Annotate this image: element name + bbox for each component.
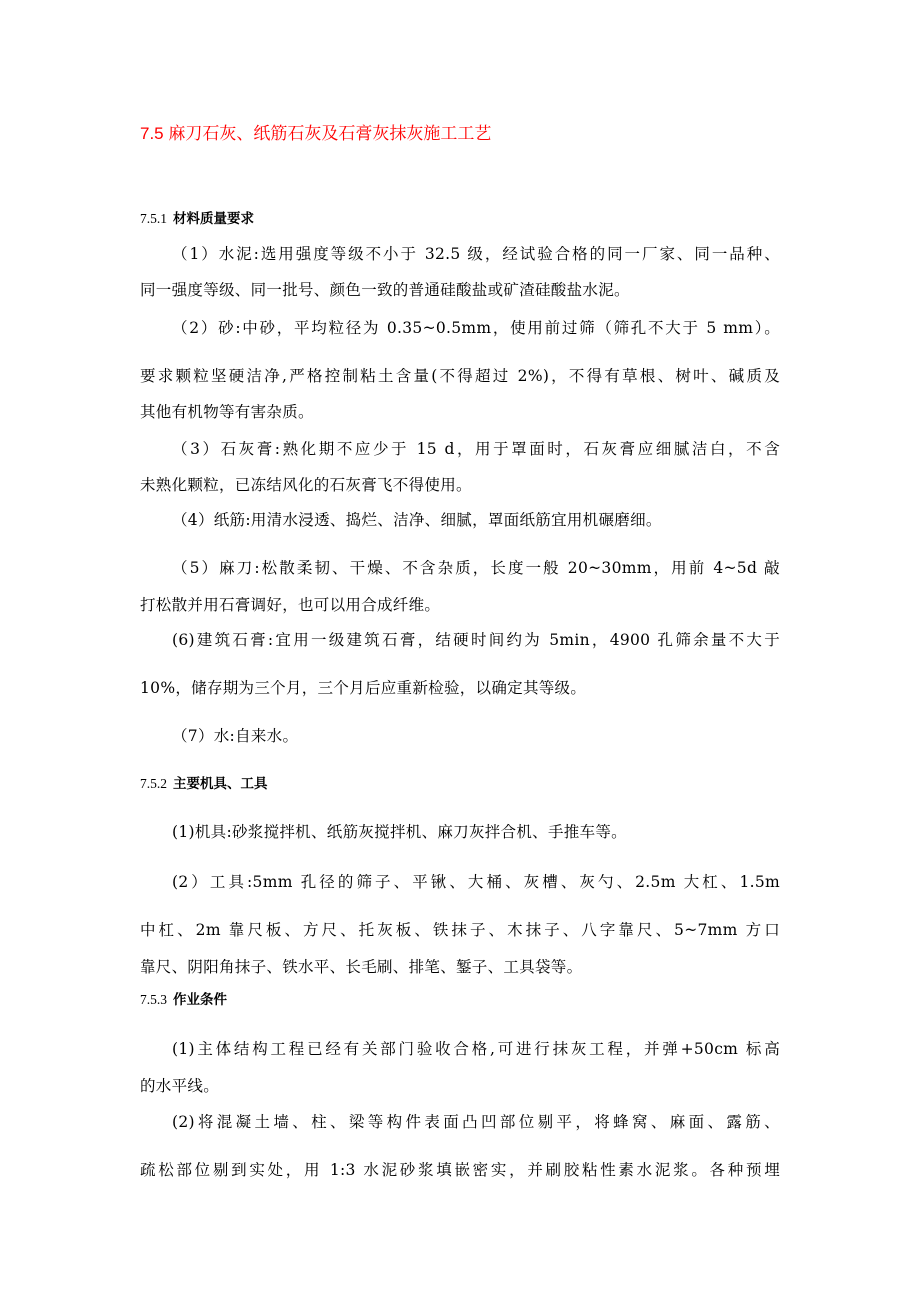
paragraph-line: （3）石灰膏:熟化期不应少于 15 d，用于罩面时，石灰膏应细腻洁白，不含 [172, 440, 780, 458]
section-heading-7-5-3 [140, 988, 227, 1012]
paragraph-line: (6)建筑石膏:宜用一级建筑石膏，结硬时间约为 5min，4900 孔筛余量不大于 [172, 631, 780, 649]
section-heading-text: 主要机具、工具 [173, 776, 268, 791]
paragraph-line: （5）麻刀:松散柔韧、干燥、不含杂质，长度一般 20~30mm，用前 4~5d 敲 [172, 559, 780, 577]
paragraph-line: （7）水:自来水。 [172, 727, 299, 745]
paragraph-line: 打松散并用石膏调好，也可以用合成纤维。 [140, 596, 441, 614]
paragraph-line: 的水平线。 [140, 1077, 220, 1095]
section-number: 7.5.1 [140, 211, 167, 226]
paragraph-line: (2)将混凝土墙、柱、梁等构件表面凸凹部位剔平，将蜂窝、麻面、露筋、 [172, 1113, 780, 1131]
paragraph-line: （1）水泥:选用强度等级不小于 32.5 级，经试验合格的同一厂家、同一品种、 [172, 245, 780, 263]
section-heading-text: 作业条件 [173, 992, 227, 1007]
paragraph-line: (1)主体结构工程已经有关部门验收合格,可进行抹灰工程，并弹+50cm 标高 [172, 1040, 780, 1058]
paragraph-line: 靠尺、阴阳角抹子、铁水平、长毛刷、排笔、錾子、工具袋等。 [140, 958, 583, 976]
paragraph-line: 同一强度等级、同一批号、颜色一致的普通硅酸盐或矿渣硅酸盐水泥。 [140, 281, 630, 299]
section-heading-7-5-2 [140, 772, 268, 796]
paragraph-line: 疏松部位剔到实处，用 1:3 水泥砂浆填嵌密实，并刷胶粘性素水泥浆。各种预埋 [140, 1161, 780, 1179]
document-title: 7.5 麻刀石灰、纸筋石灰及石膏灰抹灰施工工艺 [140, 124, 492, 143]
paragraph-line: (2）工具:5mm 孔径的筛子、平锹、大桶、灰槽、灰勺、2.5m 大杠、1.5m [172, 873, 780, 891]
paragraph-line: 中杠、2m 靠尺板、方尺、托灰板、铁抹子、木抹子、八字靠尺、5~7mm 方口 [140, 921, 780, 939]
paragraph-line: 10%，储存期为三个月，三个月后应重新检验，以确定其等级。 [140, 679, 587, 697]
paragraph-line: 未熟化颗粒，已冻结风化的石灰膏飞不得使用。 [140, 476, 472, 494]
section-number: 7.5.3 [140, 992, 167, 1007]
paragraph-line: 要求颗粒坚硬洁净,严格控制粘土含量(不得超过 2%)，不得有草根、树叶、碱质及 [140, 367, 780, 385]
section-heading-text: 材料质量要求 [173, 211, 254, 226]
paragraph-line: (1)机具:砂浆搅拌机、纸筋灰搅拌机、麻刀灰拌合机、手推车等。 [172, 823, 627, 841]
paragraph-line: （2）砂:中砂，平均粒径为 0.35~0.5mm，使用前过筛（筛孔不大于 5 mm）。 [172, 319, 780, 337]
paragraph-line: 其他有机物等有害杂质。 [140, 403, 314, 421]
section-number: 7.5.2 [140, 776, 167, 791]
section-heading-7-5-1 [140, 207, 254, 231]
paragraph-line: （4）纸筋:用清水浸透、捣烂、洁净、细腻，罩面纸筋宜用机碾磨细。 [172, 511, 662, 529]
